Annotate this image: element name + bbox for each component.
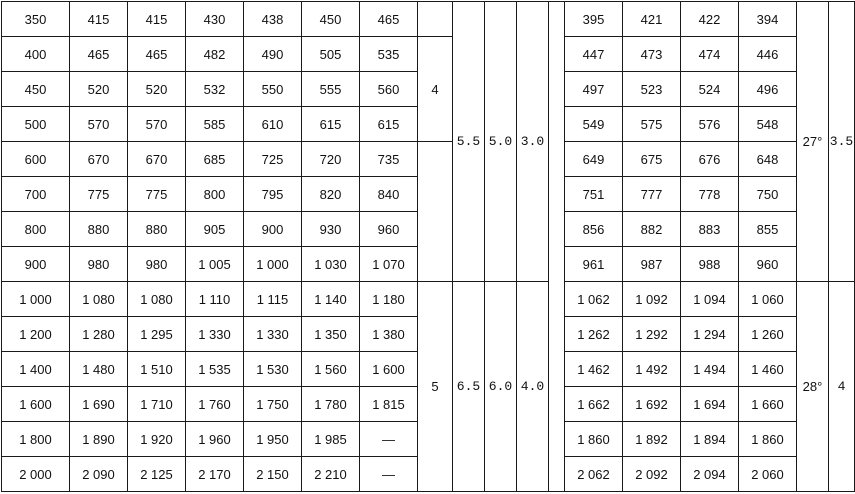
left-cell-5: 1 950 [244,422,302,457]
left-cell-1: 700 [2,177,70,212]
dimension-table [1,1,855,492]
left-cell-2: 570 [70,107,128,142]
right-cell-1: 649 [565,142,623,177]
left-cell-6: 1 140 [302,282,360,317]
left-cell-5: 1 750 [244,387,302,422]
left-cell-2: 670 [70,142,128,177]
left-cell-1: 1 800 [2,422,70,457]
left-cell-6: 1 560 [302,352,360,387]
left-cell-2: 980 [70,247,128,282]
right-cell-1: 856 [565,212,623,247]
right-cell-4: 855 [739,212,797,247]
table-row [2,282,855,317]
left-cell-2: 775 [70,177,128,212]
right-cell-3: 1 094 [681,282,739,317]
left-cell-7: 735 [360,142,418,177]
left-cell-7: 1 180 [360,282,418,317]
left-cell-2: 880 [70,212,128,247]
left-cell-5: 1 115 [244,282,302,317]
left-cell-4: 1 535 [186,352,244,387]
right-cell-2: 2 092 [623,457,681,492]
left-cell-1: 400 [2,37,70,72]
left-cell-7: 615 [360,107,418,142]
left-cell-5: 610 [244,107,302,142]
left-cell-5: 900 [244,212,302,247]
left-cell-2: 1 480 [70,352,128,387]
left-cell-3: 1 295 [128,317,186,352]
left-cell-1: 500 [2,107,70,142]
left-cell-7: — [360,422,418,457]
right-cell-4: 1 660 [739,387,797,422]
right-cell-3: 778 [681,177,739,212]
left-cell-3: 670 [128,142,186,177]
left-cell-1: 800 [2,212,70,247]
left-cell-2: 2 090 [70,457,128,492]
right-cell-2: 1 092 [623,282,681,317]
left-cell-6: 2 210 [302,457,360,492]
left-cell-6: 820 [302,177,360,212]
left-cell-3: 520 [128,72,186,107]
left-cell-1: 1 400 [2,352,70,387]
left-cell-1: 2 000 [2,457,70,492]
group1-c: 3.0 [517,2,549,282]
right-cell-4: 496 [739,72,797,107]
left-cell-4: 1 330 [186,317,244,352]
left-cell-5: 490 [244,37,302,72]
left-cell-5: 725 [244,142,302,177]
table-row [2,37,855,72]
left-cell-7: 1 070 [360,247,418,282]
left-cell-1: 900 [2,247,70,282]
left-cell-3: 2 125 [128,457,186,492]
right-cell-2: 1 892 [623,422,681,457]
left-cell-3: 1 710 [128,387,186,422]
right-cell-1: 1 062 [565,282,623,317]
left-cell-6: 450 [302,2,360,37]
left-cell-3: 1 080 [128,282,186,317]
left-cell-6: 1 030 [302,247,360,282]
left-cell-3: 880 [128,212,186,247]
left-cell-4: 800 [186,177,244,212]
right-cell-3: 474 [681,37,739,72]
left-cell-7: 960 [360,212,418,247]
left-cell-6: 615 [302,107,360,142]
left-cell-5: 550 [244,72,302,107]
right-cell-1: 961 [565,247,623,282]
left-cell-2: 1 280 [70,317,128,352]
right-cell-3: 422 [681,2,739,37]
right-cell-3: 1 894 [681,422,739,457]
right-cell-3: 576 [681,107,739,142]
right-cell-2: 1 492 [623,352,681,387]
right-cell-3: 1 494 [681,352,739,387]
right-cell-4: 648 [739,142,797,177]
right-cell-1: 497 [565,72,623,107]
right-cell-1: 1 262 [565,317,623,352]
right-cell-4: 960 [739,247,797,282]
right-cell-3: 676 [681,142,739,177]
group2-e: 4 [829,282,855,492]
right-cell-4: 446 [739,37,797,72]
left-cell-1: 1 200 [2,317,70,352]
left-cell-7: 465 [360,2,418,37]
group1-e: 3.5 [829,2,855,282]
left-cell-6: 1 985 [302,422,360,457]
col8-value: 4 [418,37,453,142]
left-cell-6: 930 [302,212,360,247]
group1-b: 5.0 [485,2,517,282]
right-cell-1: 1 662 [565,387,623,422]
left-cell-3: 980 [128,247,186,282]
left-cell-5: 438 [244,2,302,37]
left-cell-3: 1 920 [128,422,186,457]
left-cell-2: 520 [70,72,128,107]
right-cell-2: 987 [623,247,681,282]
left-cell-1: 450 [2,72,70,107]
left-cell-4: 1 960 [186,422,244,457]
right-cell-2: 575 [623,107,681,142]
left-cell-3: 465 [128,37,186,72]
left-cell-1: 350 [2,2,70,37]
left-cell-4: 482 [186,37,244,72]
right-cell-2: 1 292 [623,317,681,352]
left-cell-7: — [360,457,418,492]
left-cell-7: 560 [360,72,418,107]
left-cell-7: 1 380 [360,317,418,352]
right-cell-1: 549 [565,107,623,142]
right-cell-4: 1 260 [739,317,797,352]
left-cell-6: 1 780 [302,387,360,422]
left-cell-3: 1 510 [128,352,186,387]
left-cell-2: 1 690 [70,387,128,422]
left-cell-4: 685 [186,142,244,177]
group1-angle: 27° [797,2,829,282]
left-cell-2: 415 [70,2,128,37]
right-cell-2: 523 [623,72,681,107]
left-cell-7: 840 [360,177,418,212]
right-cell-2: 777 [623,177,681,212]
left-cell-4: 905 [186,212,244,247]
right-cell-3: 524 [681,72,739,107]
right-cell-3: 2 094 [681,457,739,492]
right-cell-4: 394 [739,2,797,37]
left-cell-6: 555 [302,72,360,107]
left-cell-3: 775 [128,177,186,212]
left-cell-7: 535 [360,37,418,72]
left-cell-4: 585 [186,107,244,142]
col8-blank [418,2,453,37]
left-cell-4: 1 760 [186,387,244,422]
left-cell-1: 600 [2,142,70,177]
right-cell-4: 750 [739,177,797,212]
right-cell-3: 1 294 [681,317,739,352]
left-cell-1: 1 000 [2,282,70,317]
left-cell-5: 2 150 [244,457,302,492]
col8-value: 5 [418,282,453,492]
right-cell-2: 882 [623,212,681,247]
right-cell-1: 1 462 [565,352,623,387]
right-cell-1: 1 860 [565,422,623,457]
group2-c: 4.0 [517,282,549,492]
left-cell-2: 1 080 [70,282,128,317]
left-cell-5: 795 [244,177,302,212]
right-cell-1: 447 [565,37,623,72]
left-cell-3: 415 [128,2,186,37]
left-cell-4: 532 [186,72,244,107]
left-cell-3: 570 [128,107,186,142]
left-cell-2: 465 [70,37,128,72]
col8-blank [418,142,453,282]
spacer-column [549,2,565,492]
left-cell-5: 1 530 [244,352,302,387]
group1-a: 5.5 [453,2,485,282]
right-cell-2: 1 692 [623,387,681,422]
left-cell-4: 430 [186,2,244,37]
left-cell-7: 1 815 [360,387,418,422]
left-cell-4: 2 170 [186,457,244,492]
right-cell-4: 2 060 [739,457,797,492]
table-row [2,2,855,37]
right-cell-3: 988 [681,247,739,282]
group2-angle: 28° [797,282,829,492]
right-cell-4: 1 060 [739,282,797,317]
left-cell-5: 1 330 [244,317,302,352]
right-cell-1: 395 [565,2,623,37]
right-cell-2: 421 [623,2,681,37]
group2-a: 6.5 [453,282,485,492]
table-row [2,142,855,177]
right-cell-4: 1 460 [739,352,797,387]
left-cell-4: 1 110 [186,282,244,317]
left-cell-4: 1 005 [186,247,244,282]
right-cell-4: 1 860 [739,422,797,457]
left-cell-6: 720 [302,142,360,177]
right-cell-1: 751 [565,177,623,212]
left-cell-1: 1 600 [2,387,70,422]
right-cell-2: 675 [623,142,681,177]
right-cell-3: 883 [681,212,739,247]
right-cell-3: 1 694 [681,387,739,422]
right-cell-1: 2 062 [565,457,623,492]
right-cell-4: 548 [739,107,797,142]
left-cell-6: 1 350 [302,317,360,352]
left-cell-2: 1 890 [70,422,128,457]
left-cell-7: 1 600 [360,352,418,387]
group2-b: 6.0 [485,282,517,492]
left-cell-6: 505 [302,37,360,72]
right-cell-2: 473 [623,37,681,72]
left-cell-5: 1 000 [244,247,302,282]
